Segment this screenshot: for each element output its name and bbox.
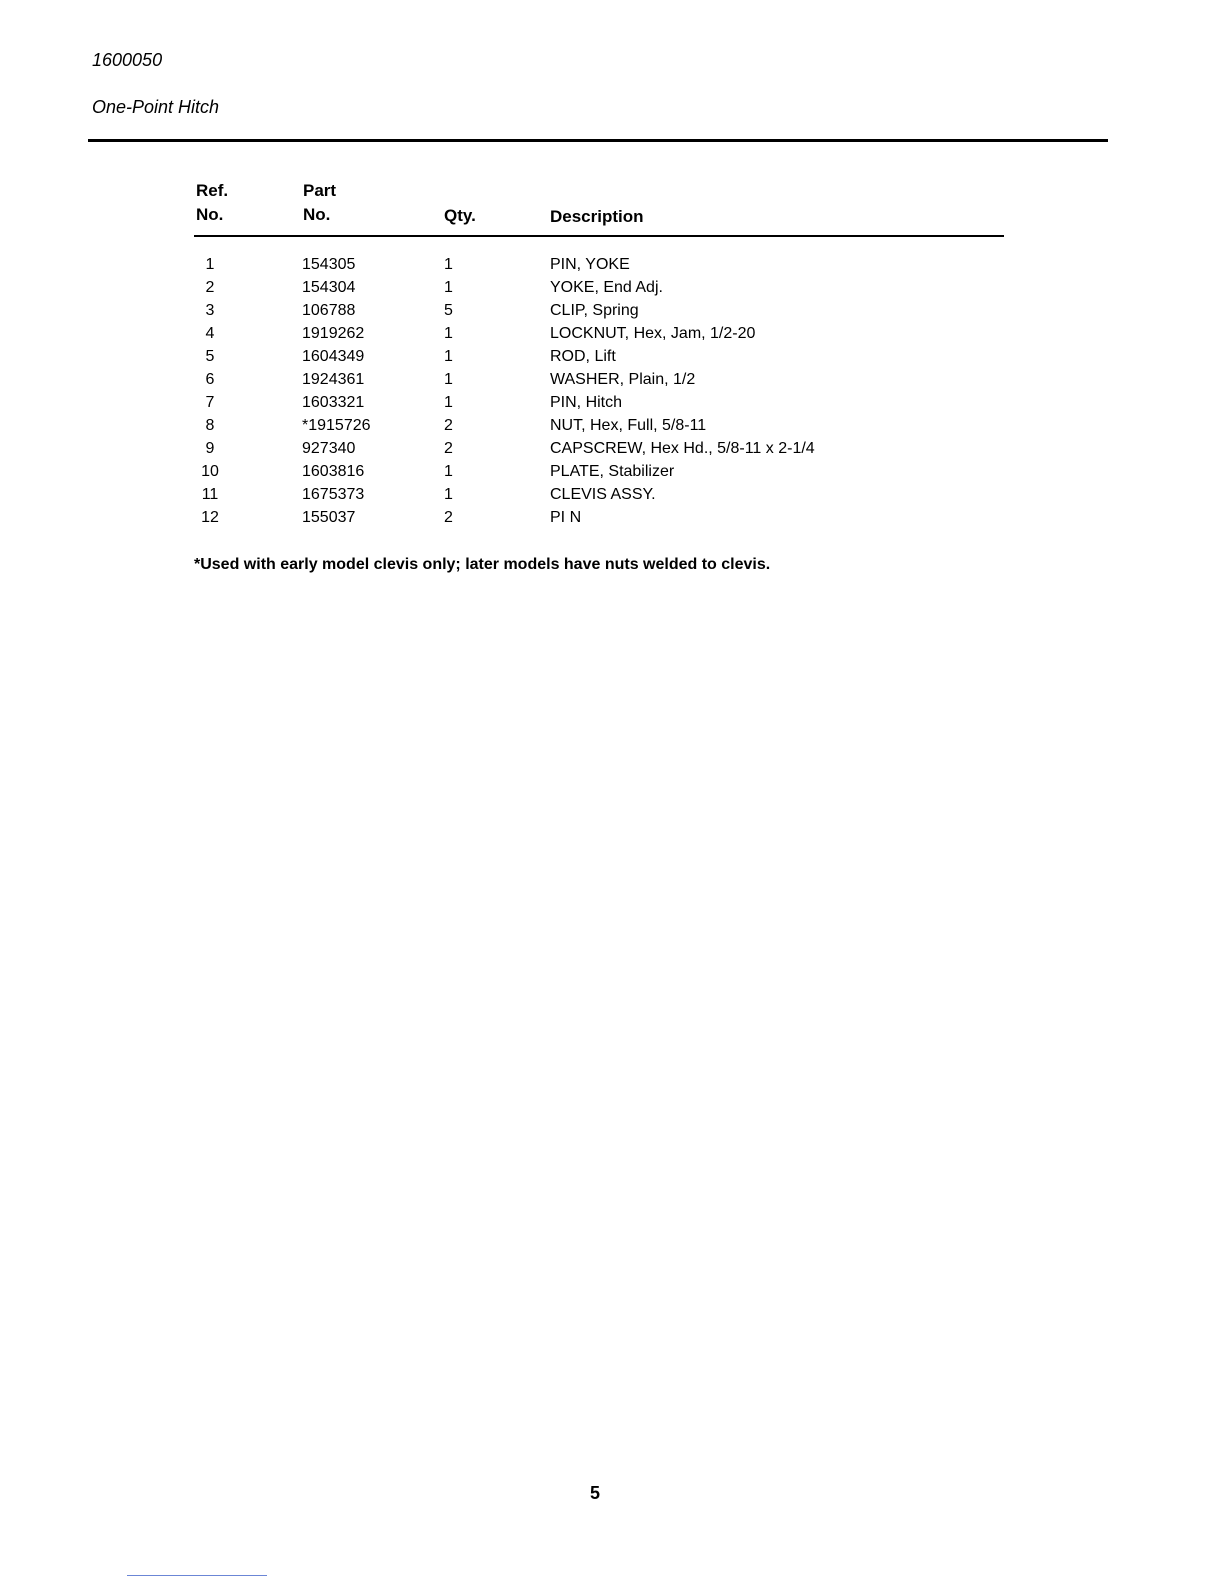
quantity: 2: [444, 440, 453, 457]
quantity: 5: [444, 302, 453, 319]
ref-number: 9: [205, 440, 215, 457]
quantity: 1: [444, 463, 453, 480]
part-number: 1603816: [302, 463, 365, 480]
column-header-description: Description: [550, 207, 644, 226]
description: PIN, Hitch: [550, 394, 623, 411]
column-header-ref-line2: No.: [196, 205, 224, 224]
quantity: 1: [444, 279, 453, 296]
table-row: [0, 279, 1225, 302]
table-row: [0, 302, 1225, 325]
quantity: 1: [444, 325, 453, 342]
table-row: [0, 371, 1225, 394]
document-number: 1600050: [92, 50, 163, 70]
part-number: 1919262: [302, 325, 365, 342]
ref-number: 3: [205, 302, 215, 319]
part-number: 1604349: [302, 348, 365, 365]
footnote: *Used with early model clevis only; later models have nuts welded to clevis.: [194, 556, 771, 573]
description: CAPSCREW, Hex Hd., 5/8-11 x 2-1/4: [550, 440, 815, 457]
table-header-rule: [194, 235, 1004, 237]
description: CLEVIS ASSY.: [550, 486, 656, 503]
table-row: [0, 463, 1225, 486]
ref-number: 12: [201, 509, 219, 526]
ref-number: 1: [205, 256, 215, 273]
table-row: [0, 325, 1225, 348]
description: PLATE, Stabilizer: [550, 463, 675, 480]
bottom-edge-line: [127, 1575, 267, 1576]
page-number: 5: [590, 1483, 601, 1503]
description: WASHER, Plain, 1/2: [550, 371, 696, 388]
part-number: 1603321: [302, 394, 365, 411]
header-rule: [88, 139, 1108, 142]
part-number: 1924361: [302, 371, 365, 388]
document-title: One-Point Hitch: [92, 97, 220, 117]
table-row: [0, 417, 1225, 440]
quantity: 1: [444, 394, 453, 411]
description: CLIP, Spring: [550, 302, 639, 319]
ref-number: 2: [205, 279, 215, 296]
quantity: 1: [444, 348, 453, 365]
ref-number: 5: [205, 348, 215, 365]
part-number: 155037: [302, 509, 356, 526]
description: PIN, YOKE: [550, 256, 630, 273]
quantity: 2: [444, 417, 453, 434]
column-header-part-line2: No.: [303, 205, 331, 224]
table-row: [0, 394, 1225, 417]
description: ROD, Lift: [550, 348, 616, 365]
ref-number: 11: [201, 486, 219, 503]
table-row: [0, 256, 1225, 279]
part-number: *1915726: [302, 417, 371, 434]
ref-number: 7: [205, 394, 215, 411]
column-header-qty: Qty.: [444, 206, 476, 225]
part-number: 154305: [302, 256, 356, 273]
ref-number: 6: [205, 371, 215, 388]
part-number: 927340: [302, 440, 356, 457]
quantity: 1: [444, 256, 453, 273]
quantity: 2: [444, 509, 453, 526]
quantity: 1: [444, 371, 453, 388]
description: PI N: [550, 509, 582, 526]
table-row: [0, 486, 1225, 509]
column-header-part-line1: Part: [303, 181, 337, 200]
ref-number: 4: [205, 325, 215, 342]
ref-number: 10: [201, 463, 219, 480]
quantity: 1: [444, 486, 453, 503]
part-number: 106788: [302, 302, 356, 319]
description: YOKE, End Adj.: [550, 279, 663, 296]
description: NUT, Hex, Full, 5/8-11: [550, 417, 707, 434]
table-row: [0, 348, 1225, 371]
part-number: 154304: [302, 279, 356, 296]
table-row: [0, 440, 1225, 463]
column-header-ref-line1: Ref.: [196, 181, 229, 200]
part-number: 1675373: [302, 486, 365, 503]
parts-table-body: [0, 256, 1225, 532]
description: LOCKNUT, Hex, Jam, 1/2-20: [550, 325, 756, 342]
table-row: [0, 509, 1225, 532]
ref-number: 8: [205, 417, 215, 434]
